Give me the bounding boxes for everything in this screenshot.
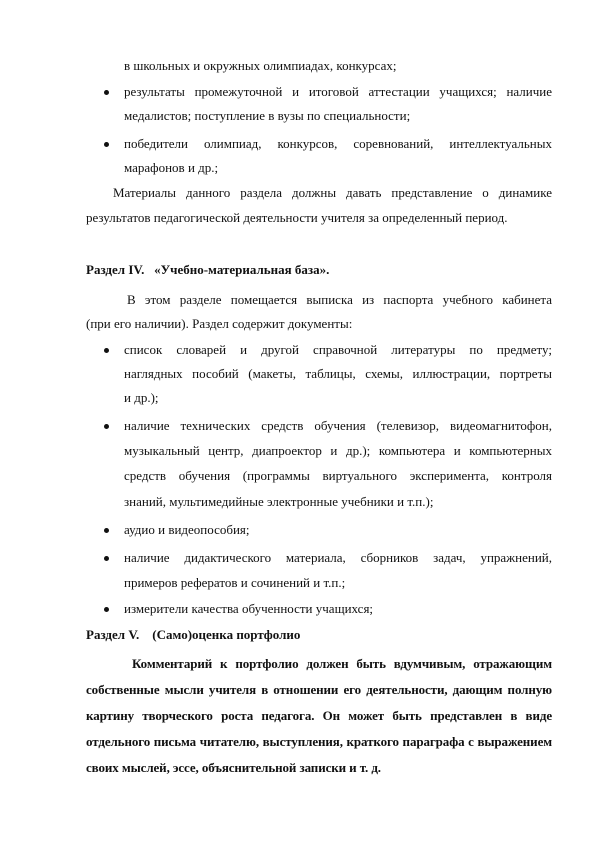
- list-item-line: аудио и видеопособия;: [124, 522, 250, 537]
- paragraph-line: Материалы данного раздела должны давать представление о динамике: [113, 185, 552, 200]
- section-heading: [86, 262, 329, 278]
- paragraph-line: результатов педагогической деятельности учителя за определенный период.: [86, 210, 508, 225]
- paragraph-line: картину творческого роста педагога. Он может быть представлен в виде: [86, 708, 552, 723]
- section-title: (Само)оценка портфолио: [152, 627, 301, 642]
- list-item-line: победители олимпиад, конкурсов, соревнований, интеллектуальных: [124, 136, 552, 151]
- paragraph-line: своих мыслей, эссе, объяснительной записки и т. д.: [86, 760, 381, 775]
- section-heading: [86, 627, 300, 643]
- list-item-line: наглядных пособий (макеты, таблицы, схемы, иллюстрации, портреты: [124, 366, 552, 381]
- bullet-icon: [104, 90, 109, 95]
- list-item-continuation: в школьных и окружных олимпиадах, конкурсах;: [124, 58, 397, 73]
- bullet-icon: [104, 424, 109, 429]
- section-title: «Учебно-материальная база».: [154, 262, 330, 277]
- list-item-line: наличие технических средств обучения (телевизор, видеомагнитофон,: [124, 418, 552, 433]
- list-item-line: музыкальный центр, диапроектор и др.); компьютера и компьютерных: [124, 443, 552, 458]
- list-item-line: результаты промежуточной и итоговой аттестации учащихся; наличие: [124, 84, 552, 99]
- bullet-icon: [104, 348, 109, 353]
- section-number: Раздел IV.: [86, 262, 145, 277]
- list-item-line: список словарей и другой справочной литературы по предмету;: [124, 342, 552, 357]
- list-item-line: примеров рефератов и сочинений и т.п.;: [124, 575, 346, 590]
- paragraph-line: В этом разделе помещается выписка из паспорта учебного кабинета: [127, 292, 552, 307]
- bullet-icon: [104, 607, 109, 612]
- bullet-icon: [104, 528, 109, 533]
- paragraph-line: отдельного письма читателю, выступления, краткого параграфа с выражением: [86, 734, 552, 749]
- list-item-line: наличие дидактического материала, сборников задач, упражнений,: [124, 550, 552, 565]
- paragraph-line: Комментарий к портфолио должен быть вдумчивым, отражающим: [132, 656, 552, 671]
- list-item-line: и др.);: [124, 390, 159, 405]
- list-item-line: средств обучения (программы виртуального эксперимента, контроля: [124, 468, 552, 483]
- list-item-line: измерители качества обученности учащихся;: [124, 601, 374, 616]
- paragraph-line: собственные мысли учителя в отношении его деятельности, дающим полную: [86, 682, 552, 697]
- list-item-line: марафонов и др.;: [124, 160, 219, 175]
- section-number: Раздел V.: [86, 627, 140, 642]
- list-item-line: знаний, мультимедийные электронные учебники и т.п.);: [124, 494, 434, 509]
- bullet-icon: [104, 556, 109, 561]
- bullet-icon: [104, 142, 109, 147]
- paragraph-line: (при его наличии). Раздел содержит документы:: [86, 316, 353, 331]
- list-item-line: медалистов; поступление в вузы по специальности;: [124, 108, 411, 123]
